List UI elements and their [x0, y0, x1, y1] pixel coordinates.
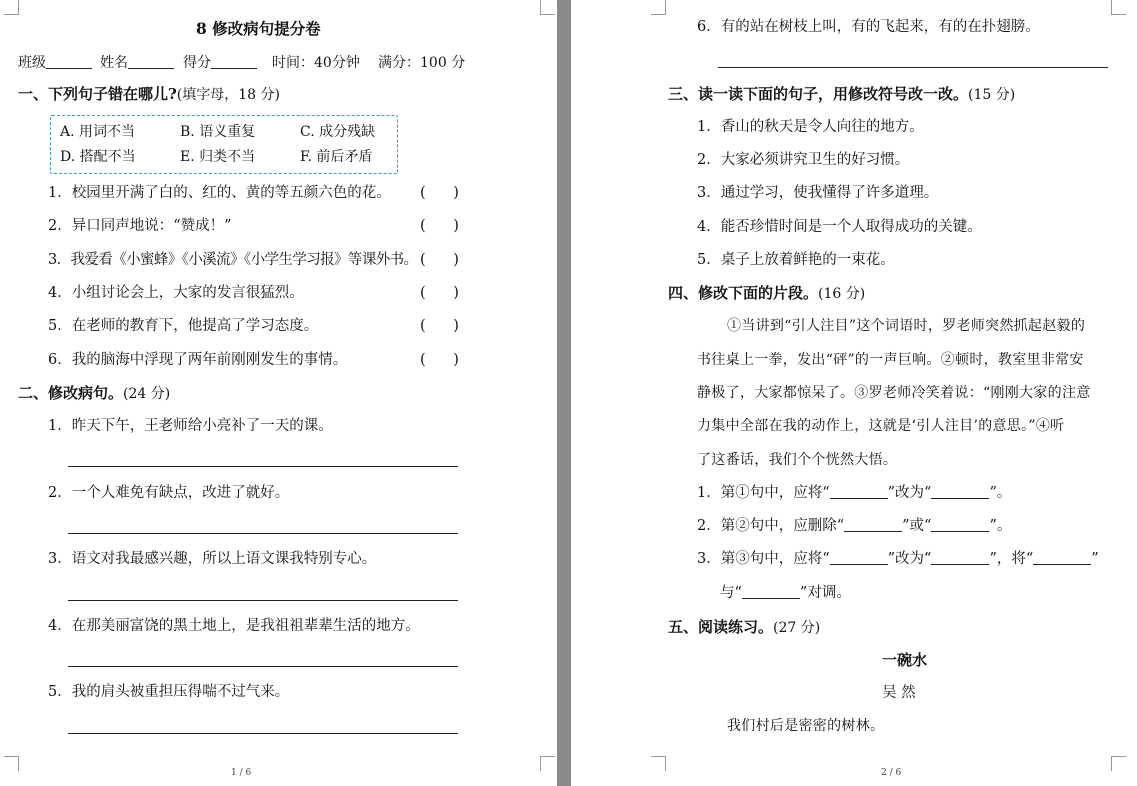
s2-item-1: 1．昨天下午，王老师给小亮补了一天的课。	[48, 418, 333, 434]
s1-item-5: 5．在老师的教育下，他提高了学习态度。	[48, 318, 319, 334]
crop-mark-bottom-left	[4, 756, 19, 771]
s3-item-3: 3．通过学习，使我懂得了许多道理。	[697, 185, 939, 201]
passage-line-1: ①当讲到“引人注目”这个词语时，罗老师突然抓起赵毅的	[727, 318, 1086, 334]
s1-answer-4[interactable]: ( )	[420, 285, 459, 301]
crop-mark-bottom-right	[540, 756, 555, 771]
option-f: F. 前后矛盾	[300, 149, 373, 165]
story-title: 一碗水	[882, 651, 928, 669]
time-info: 时间：40分钟	[272, 55, 360, 71]
s1-item-2: 2．异口同声地说：“赞成！”	[48, 218, 232, 234]
s1-item-1: 1．校园里开满了白的、红的、黄的等五颜六色的花。	[48, 185, 391, 201]
class-label: 班级	[18, 52, 92, 72]
crop-mark-bottom-right	[1111, 756, 1126, 771]
s4-question-1: 1．第①句中，应将“ ”改为“ ”。	[697, 485, 1012, 501]
page-title: 8 修改病句提分卷	[196, 19, 321, 38]
s1-item-3: 3．我爱看《小蜜蜂》《小溪流》《小学生学习报》等课外书。	[48, 252, 418, 268]
s1-answer-5[interactable]: ( )	[420, 318, 459, 334]
s4-q3-blank-4[interactable]	[742, 584, 800, 599]
section2-heading: 二、修改病句。(24 分)	[18, 384, 171, 402]
s2-item-3: 3．语文对我最感兴趣，所以上语文课我特别专心。	[48, 551, 377, 567]
crop-mark-top-right	[540, 0, 555, 15]
s1-answer-1[interactable]: ( )	[420, 185, 459, 201]
s4-q1-blank-1[interactable]	[830, 484, 888, 499]
s2-item-5: 5．我的肩头被重担压得喘不过气来。	[48, 684, 290, 700]
crop-mark-top-left	[651, 0, 666, 15]
s2-answer-line-5[interactable]	[68, 733, 458, 734]
section5-heading: 五、阅读练习。(27 分)	[668, 618, 821, 636]
crop-mark-top-right	[1111, 0, 1126, 15]
option-a: A. 用词不当	[60, 124, 136, 140]
section4-heading: 四、修改下面的片段。(16 分)	[668, 284, 866, 302]
s4-q3-blank-1[interactable]	[830, 550, 888, 565]
s1-answer-3[interactable]: ( )	[420, 252, 459, 268]
page-gap	[557, 0, 571, 786]
option-b: B. 语义重复	[180, 124, 256, 140]
s2-item-4: 4．在那美丽富饶的黑土地上，是我祖祖辈辈生活的地方。	[48, 618, 420, 634]
name-label: 姓名	[100, 52, 174, 72]
s3-item-2: 2．大家必须讲究卫生的好习惯。	[697, 152, 910, 168]
s2-item-2: 2．一个人难免有缺点，改进了就好。	[48, 485, 290, 501]
s4-question-2: 2．第②句中，应删除“ ”或“ ”。	[697, 518, 1012, 534]
s4-question-3: 3．第③句中，应将“ ”改为“ ”，将“ ”	[697, 551, 1099, 567]
s2-answer-line-4[interactable]	[68, 666, 458, 667]
option-c: C. 成分残缺	[300, 124, 376, 140]
s2-answer-line-3[interactable]	[68, 600, 458, 601]
page-number: 2 / 6	[881, 768, 902, 778]
document-page-1	[0, 0, 557, 786]
passage-line-2: 书往桌上一拳，发出“砰”的一声巨响。②顿时，教室里非常安	[697, 352, 1084, 368]
s2-answer-line-2[interactable]	[68, 533, 458, 534]
section3-heading: 三、读一读下面的句子，用修改符号改一改。(15 分)	[668, 85, 1016, 103]
s4-question-3-cont: 与“ ”对调。	[720, 585, 851, 601]
section1-heading: 一、下列句子错在哪儿?(填字母，18 分)	[18, 85, 280, 103]
story-first-line: 我们村后是密密的树林。	[727, 718, 885, 734]
passage-line-5: 了这番话，我们个个恍然大悟。	[697, 452, 898, 468]
s1-item-4: 4．小组讨论会上，大家的发言很猛烈。	[48, 285, 304, 301]
s3-item-4: 4．能否珍惜时间是一个人取得成功的关键。	[697, 219, 982, 235]
s4-q1-blank-2[interactable]	[931, 484, 989, 499]
s1-item-6: 6．我的脑海中浮现了两年前刚刚发生的事情。	[48, 352, 348, 368]
s4-q2-blank-1[interactable]	[844, 517, 902, 532]
s3-item-1: 1．香山的秋天是令人向往的地方。	[697, 119, 924, 135]
option-e: E. 归类不当	[180, 149, 256, 165]
s1-answer-6[interactable]: ( )	[420, 352, 459, 368]
crop-mark-top-left	[4, 0, 19, 15]
page-number: 1 / 6	[231, 768, 252, 778]
s2-answer-line-6[interactable]	[718, 67, 1108, 68]
s2-answer-line-1[interactable]	[68, 466, 458, 467]
s4-q2-blank-2[interactable]	[931, 517, 989, 532]
s4-q3-blank-3[interactable]	[1033, 550, 1091, 565]
s4-q3-blank-2[interactable]	[931, 550, 989, 565]
s3-item-5: 5．桌子上放着鲜艳的一束花。	[697, 252, 895, 268]
passage-line-4: 力集中全部在我的动作上，这就是‘引人注目’的意思。”④听	[697, 418, 1065, 434]
s1-answer-2[interactable]: ( )	[420, 218, 459, 234]
story-author: 吴 然	[882, 685, 916, 701]
s2-item-6: 6．有的站在树枝上叫，有的飞起来，有的在扑翅膀。	[697, 19, 1040, 35]
score-label: 得分	[183, 52, 257, 72]
option-d: D. 搭配不当	[60, 149, 136, 165]
passage-line-3: 静极了，大家都惊呆了。③罗老师冷笑着说：“刚刚大家的注意	[697, 385, 1091, 401]
full-score-info: 满分：100 分	[378, 55, 466, 71]
document-page-2	[571, 0, 1137, 786]
crop-mark-bottom-left	[651, 756, 666, 771]
